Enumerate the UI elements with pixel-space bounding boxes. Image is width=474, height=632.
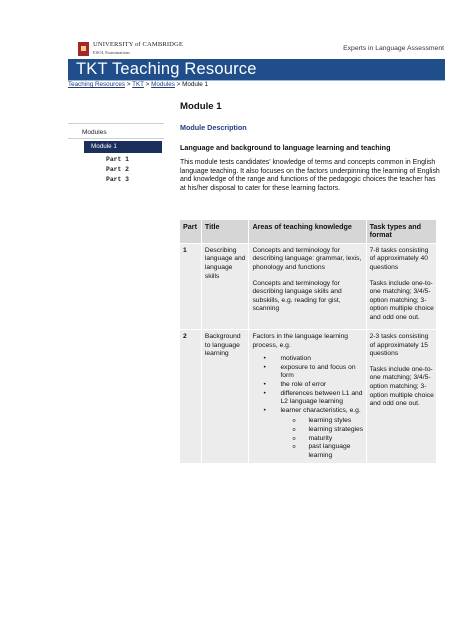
list-item — [280, 407, 363, 461]
logo-subtitle: ESOL Examinations — [93, 49, 130, 55]
col-header-part: Part — [180, 220, 202, 244]
cell-part: 1 — [180, 243, 202, 329]
cell-part: 2 — [180, 329, 202, 463]
list-item: • the role of error — [280, 381, 363, 390]
section-title: Module Description — [180, 123, 247, 132]
banner-title: TKT Teaching Resource — [76, 60, 257, 78]
module-parts-table — [179, 219, 437, 464]
task-paragraph: Tasks include one-to-one matching; 3/4/5-option matching; 3-option multiple choice and odd one out. — [369, 279, 434, 321]
breadcrumb-link-tkt[interactable]: TKT — [132, 81, 144, 88]
cell-task-types — [366, 329, 436, 463]
table-row — [180, 243, 437, 329]
sub-list-item: o past language learning — [308, 443, 363, 460]
list-item: • differences between L1 and L2 language learning — [280, 390, 363, 407]
areas-paragraph: Concepts and terminology for describing language skills and subskills, e.g. reading for gist, scanning — [252, 279, 342, 313]
table-header-row — [180, 220, 437, 244]
col-header-task-types: Task types and format — [366, 220, 436, 244]
breadcrumb-current: Module 1 — [182, 81, 209, 88]
sidebar-item-part-3[interactable]: Part 3 — [106, 176, 130, 183]
sub-list-item: o maturity — [308, 435, 363, 444]
cell-task-types — [366, 243, 436, 329]
breadcrumb-link-modules[interactable]: Modules — [151, 81, 175, 88]
breadcrumb-separator: > — [126, 81, 131, 88]
cell-areas — [249, 243, 366, 329]
sidebar-top-rule — [68, 123, 164, 124]
sidebar-item-part-1[interactable]: Part 1 — [106, 156, 130, 163]
breadcrumb — [68, 81, 208, 88]
cambridge-logo — [78, 42, 183, 56]
sidebar-title[interactable]: Modules — [82, 129, 107, 136]
logo-university-name: UNIVERSITY of CAMBRIDGE — [93, 41, 183, 48]
header-tagline: Experts in Language Assessment — [343, 45, 444, 52]
module-intro-text: This module tests candidates' knowledge of terms and concepts common in English language teaching. It also focuses on the factors underpinning the learning of English and knowledge of the range and functions of the pedagogic choices the teacher has at his/her disposal to cater for these learning factors. — [180, 159, 440, 192]
cell-areas — [249, 329, 366, 463]
areas-paragraph: Concepts and terminology for describing language: grammar, lexis, phonology and functions — [252, 246, 362, 271]
table-row — [180, 329, 437, 463]
breadcrumb-link-teaching-resources[interactable]: Teaching Resources — [68, 81, 126, 88]
university-crest-icon — [78, 42, 89, 56]
sub-list-item: o learning strategies — [308, 426, 363, 435]
module-subtitle: Language and background to language learning and teaching — [180, 143, 391, 152]
list-item-label: learner characteristics, e.g. — [280, 406, 361, 414]
task-paragraph: 2-3 tasks consisting of approximately 15 questions — [369, 332, 429, 358]
sub-list-item: o learning styles — [308, 417, 363, 426]
breadcrumb-separator: > — [176, 81, 181, 88]
breadcrumb-separator: > — [145, 81, 150, 88]
sidebar-item-module-1[interactable]: Module 1 — [84, 141, 162, 153]
factors-list — [252, 355, 363, 460]
learner-characteristics-list — [280, 417, 363, 460]
sidebar-item-part-2[interactable]: Part 2 — [106, 166, 130, 173]
task-paragraph: 7-8 tasks consisting of approximately 40 questions — [369, 246, 429, 271]
col-header-areas: Areas of teaching knowledge — [249, 220, 366, 244]
cell-title: Describing language and language skills — [201, 243, 249, 329]
page-title: Module 1 — [180, 101, 222, 112]
sidebar-mid-rule — [68, 138, 164, 139]
areas-intro: Factors in the language learning process, e.g. — [252, 332, 348, 349]
list-item: • exposure to and focus on form — [280, 364, 363, 381]
task-paragraph: Tasks include one-to-one matching; 3/4/5-option matching; 3-option multiple choice and odd one out. — [369, 365, 434, 408]
list-item: • motivation — [280, 355, 363, 364]
title-banner — [68, 59, 445, 80]
cell-title: Background to language learning — [201, 329, 249, 463]
col-header-title: Title — [201, 220, 249, 244]
